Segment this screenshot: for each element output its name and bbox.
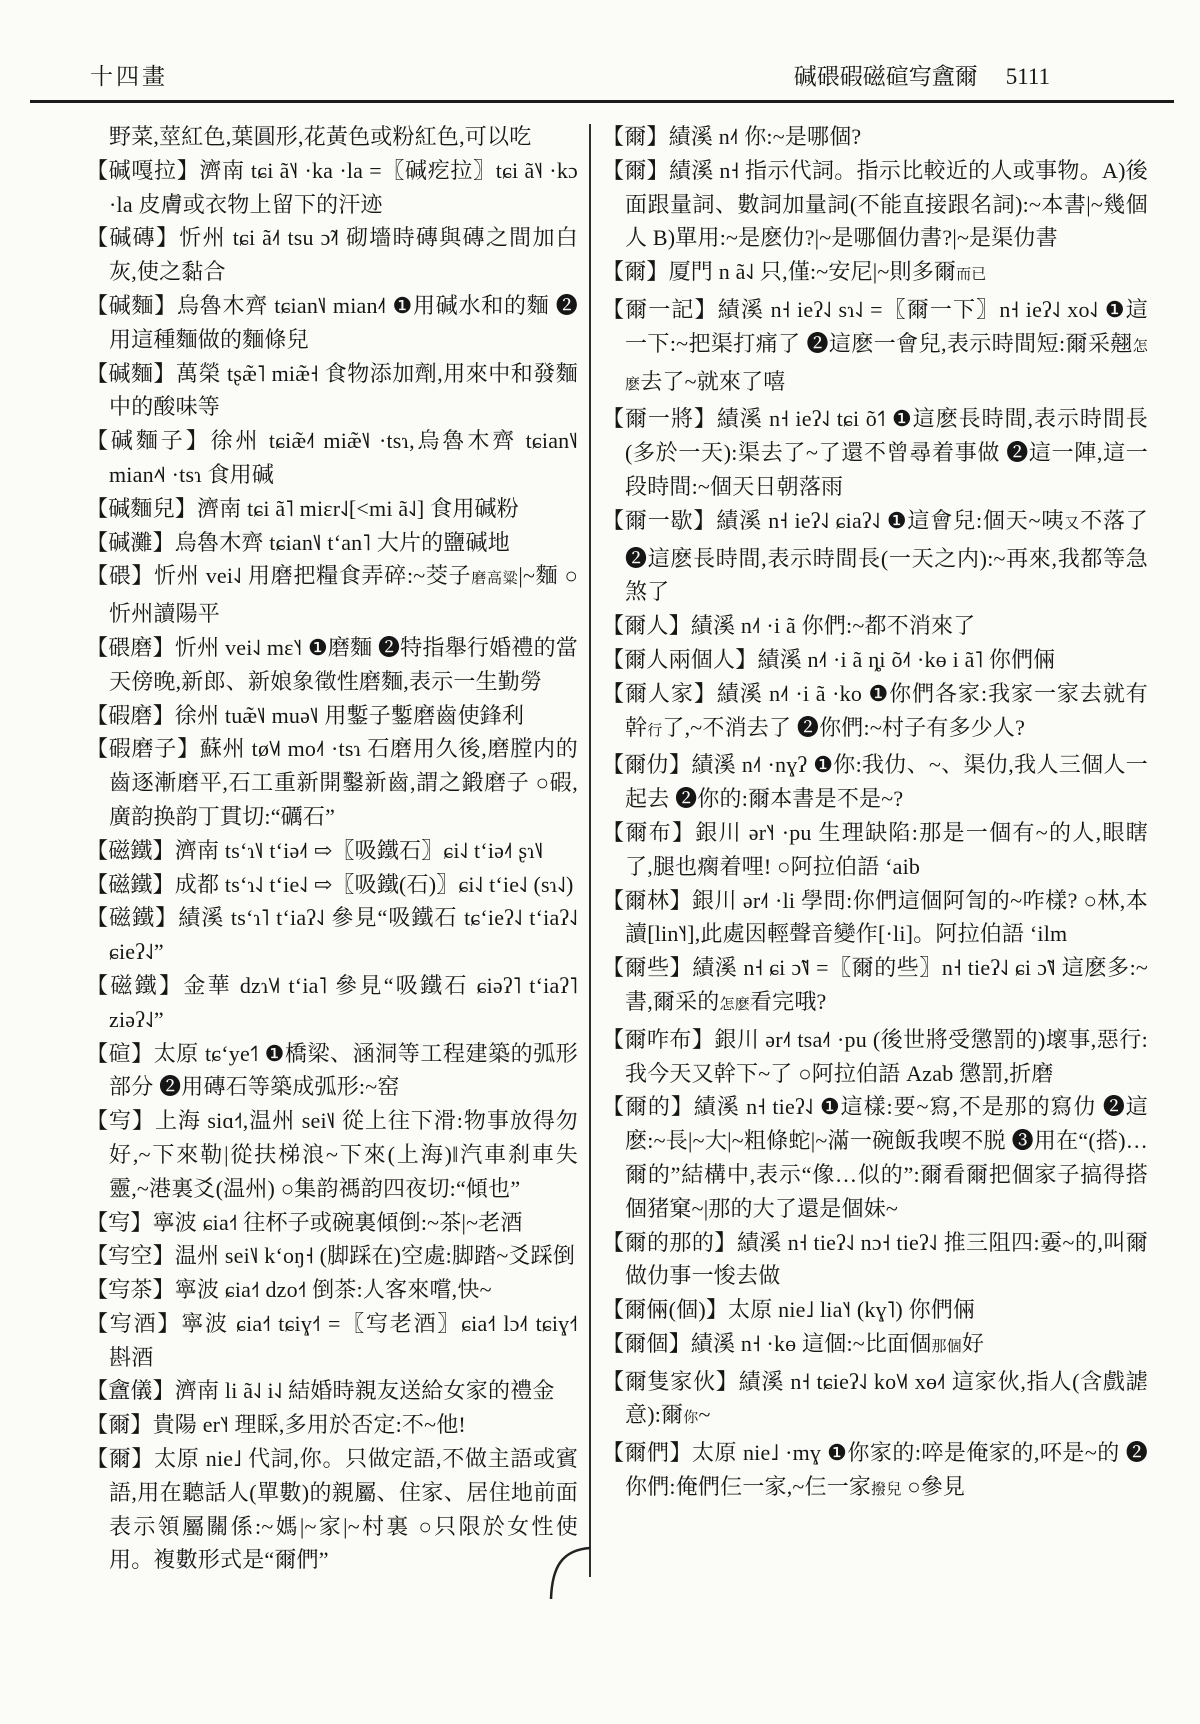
dictionary-entry	[86, 1239, 578, 1273]
dictionary-entry	[86, 1374, 578, 1408]
dictionary-entry	[602, 1090, 1148, 1225]
entry-text: 【㝍空】温州 sei˥˩ kʻoŋ˧ (脚踩在)空處:脚踏~爻踩倒	[86, 1243, 576, 1269]
entry-text: 了,~不消去了 ❷你們:~村子有多少人?	[662, 714, 1026, 740]
entry-text: 【爾】貴陽 er˥˧ 理睬,多用於否定:不~他!	[86, 1412, 466, 1438]
dictionary-entry	[86, 221, 578, 289]
entry-text: 【碱麵子】徐州 tɕiæ̃˨˦ miæ̃˥˩ ·tsɿ,烏魯木齊 tɕian˥˩ mian˨˦˨ ·tsɿ 食用碱	[86, 428, 578, 487]
dictionary-entry	[602, 1293, 1148, 1327]
entry-text: |~麵 ○忻州讀陽平	[109, 563, 578, 627]
dictionary-entry	[602, 816, 1148, 884]
entry-text: 【爾們】太原 nie˩ ·mɣ ❶你家的:啐是俺家的,吥是~的 ❷你們:俺們仨一家,~仨一家	[602, 1440, 1148, 1500]
entry-text: 去了~就來了嘻	[640, 368, 786, 394]
dictionary-entry	[602, 677, 1148, 749]
entry-text: 【爾咋布】銀川 ər˨˦ tsa˨˦ ·pu (後世將受懲罰的)壞事,惡行:我今天又幹下~了 ○阿拉伯語 Azab 懲罰,折磨	[602, 1026, 1148, 1086]
entry-text: 【爾布】銀川 ər˥˧ ·pu 生理缺陷:那是一個有~的人,眼瞎了,腿也瘸着哩! ○阿拉伯語 ʻaib	[602, 819, 1148, 879]
entry-text: 【碨】忻州 vei˨˩ 用磨把糧食弄碎:~茭子	[86, 563, 472, 589]
dictionary-entry	[86, 1408, 578, 1442]
dictionary-entry	[86, 424, 578, 492]
entry-text: 不落了 ❷這麽長時間,表示時間長(一天之内):~再來,我都等急煞了	[625, 507, 1148, 605]
dictionary-entry	[602, 293, 1148, 402]
entry-text: ~	[698, 1402, 711, 1428]
dictionary-entry	[86, 526, 578, 560]
entry-text: 好	[961, 1330, 985, 1356]
entry-text: 【磁鐵】金華 dzɿ˥˩˦ tʻia˥ 參見“吸鐵石 ɕiəʔ˥ tʻiaʔ˥ ziəʔ˨˩”	[86, 972, 578, 1032]
dictionary-entry	[86, 1442, 578, 1577]
entry-text: 【碹】太原 tɕʻye˦˥ ❶橋梁、涵洞等工程建築的弧形部分 ❷用磚石等築成弧形:~窑	[86, 1040, 578, 1100]
right-column	[602, 120, 1148, 1508]
dictionary-entry	[602, 1023, 1148, 1091]
entry-text: 【爾的那的】績溪 n˧ tieʔ˨˩ nɔ˧ tieʔ˨˩ 推三阻四:嫑~的,叫爾做仂事一悛去做	[602, 1229, 1148, 1289]
column-divider	[589, 124, 591, 1577]
entry-text: 【磁鐵】成都 tsʻɿ˨˩ tʻie˨˩ ⇨〖吸鐵(石)〗ɕi˨˩ tʻie˨˩ (sɿ˨˩)	[86, 871, 574, 897]
dictionary-entry	[86, 357, 578, 425]
dictionary-entry	[86, 492, 578, 526]
entry-text: 野菜,莖紅色,葉圓形,花黃色或粉紅色,可以吃	[109, 124, 532, 149]
entry-text: ○參見	[901, 1474, 966, 1500]
entry-text: 【碱麵】烏魯木齊 tɕian˥˩ mian˨˦ ❶用碱水和的麵 ❷用這種麵做的麵條兒	[86, 292, 578, 352]
entry-text: 【㝍】寧波 ɕia˧˦ 往杯子或碗裏傾倒:~茶|~老酒	[86, 1209, 523, 1235]
left-column	[86, 120, 578, 1577]
entry-text: 【爾】績溪 n˨˦ 你:~是哪個?	[602, 124, 862, 149]
dictionary-entry	[602, 120, 1148, 154]
dictionary-entry	[86, 1104, 578, 1205]
entry-text: 【爾林】銀川 ər˨˦ ·li 學問:你們這個阿訇的~咋樣? ○林,本讀[lin˥˧],此處因輕聲音變作[·li]。阿拉伯語 ʻilm	[602, 887, 1148, 947]
dictionary-entry	[86, 289, 578, 357]
gloss-annotation: 行	[647, 722, 663, 739]
entry-text: 【爾】績溪 n˧ 指示代詞。指示比較近的人或事物。A)後面跟量詞、數詞加量詞(不能直接跟名詞):~本書|~幾個人 B)單用:~是麽仂?|~是哪個仂書?|~是渠仂書	[602, 157, 1148, 251]
dictionary-entry	[86, 631, 578, 699]
entry-text: 【爾隻家伙】績溪 n˧ tɕieʔ˨˩ ko˥˩˦ xɵ˨˦ 這家伙,指人(含戲謔意):爾	[602, 1368, 1148, 1428]
gloss-annotation: 撥兒	[871, 1482, 902, 1499]
header-rule	[30, 100, 1174, 103]
dictionary-entry	[86, 154, 578, 222]
dictionary-entry	[602, 609, 1148, 643]
dictionary-entry	[86, 1037, 578, 1105]
dictionary-entry	[602, 748, 1148, 816]
gloss-annotation: 而已	[956, 267, 987, 284]
entry-text: 【碱嘎拉】濟南 tɕi ã˥˨ ·ka ·la =〖碱疙拉〗tɕi ã˥˨ ·kɔ ·la 皮膚或衣物上留下的汗迹	[86, 157, 578, 217]
dictionary-entry	[602, 1226, 1148, 1294]
dictionary-entry	[602, 1327, 1148, 1365]
dictionary-entry	[602, 884, 1148, 952]
entry-text: 【爾一歇】績溪 n˧ ieʔ˨˩ ɕiaʔ˨˩ ❶這會兒:個天~咦	[602, 507, 1065, 533]
entry-text: 【爾個】績溪 n˧ ·kɵ 這個:~比面個	[602, 1330, 932, 1356]
page-number: 5111	[1005, 64, 1050, 89]
dictionary-entry	[602, 1365, 1148, 1437]
entry-text: 【㝍酒】寧波 ɕia˧˦ tɕiɣ˧˦ =〖㝍老酒〗ɕia˧˦ lɔ˨˦ tɕiɣ˧˦ 斟酒	[86, 1310, 578, 1370]
dictionary-entry	[602, 951, 1148, 1023]
entry-text: 【㝍茶】寧波 ɕia˧˦ dzo˧˦ 倒茶:人客來嚐,快~	[86, 1277, 492, 1303]
gloss-annotation: 磨高粱	[471, 571, 519, 588]
entry-text: 【爾一記】績溪 n˧ ieʔ˨˩ sɿ˨˩ =〖爾一下〗n˧ ieʔ˨˩ xo˨˩ ❶這一下:~把渠打痛了 ❷這麽一會兒,表示時間短:爾采翹	[602, 296, 1148, 356]
entry-text: 【碨磨】忻州 vei˨˩ mɛ˥˧ ❶磨麵 ❷特指舉行婚禮的當天傍晚,新郎、新娘象徵性磨麵,表示一生勤勞	[86, 634, 578, 694]
entry-text: 【碬磨子】蘇州 tø˥˩˦ mo˨˦ ·tsɿ 石磨用久後,磨膛内的齒逐漸磨平,石工重新開鑿新齒,謂之鍛磨子 ○碬,廣韵换韵丁貫切:“礪石”	[86, 736, 578, 829]
entry-text: 【爾人家】績溪 n˨˦ ·i ã ·ko ❶你們各家:我家一家去就有幹	[602, 680, 1148, 740]
entry-text: 【磁鐵】濟南 tsʻɿ˥˩ tʻiə˨˦ ⇨〖吸鐵石〗ɕi˨˩ tʻiə˨˦ ʂɿ˥˩	[86, 837, 544, 863]
gloss-annotation: 怎麽	[625, 338, 1148, 393]
entry-text: 【爾倆(個)】太原 nie˩ lia˥˧ (kɣ˥) 你們倆	[602, 1297, 976, 1323]
gloss-annotation: 又	[1064, 515, 1081, 532]
dictionary-entry	[602, 643, 1148, 677]
running-head	[794, 58, 1050, 91]
gloss-annotation: 那個	[931, 1338, 962, 1355]
dictionary-entry	[602, 255, 1148, 293]
dictionary-entry	[86, 969, 578, 1037]
entry-text: 【碱麵兒】濟南 tɕi ã˥ miɛr˨˩[<mi ã˨˩] 食用碱粉	[86, 495, 519, 521]
entry-text: 【爾】厦門 n ã˨˩ 只,僅:~安尼|~則多爾	[602, 259, 957, 285]
dictionary-entry	[602, 504, 1148, 609]
dictionary-entry	[86, 559, 578, 631]
entry-text: 【盦儀】濟南 li ã˨˩ i˨˩ 結婚時親友送給女家的禮金	[86, 1378, 555, 1404]
entry-text: 【爾些】績溪 n˧ ɕi ɔ̃˥˩ =〖爾的些〗n˧ tieʔ˨˩ ɕi ɔ̃˥˩ 這麽多:~書,爾采的	[602, 955, 1148, 1014]
dictionary-entry	[86, 834, 578, 868]
entry-text: 【爾】太原 nie˩ 代詞,你。只做定語,不做主語或賓語,用在聽話人(單數)的親屬、住家、居住地前面表示領屬關係:~媽|~家|~村裏 ○只限於女性使用。複數形式是“爾們”	[86, 1446, 578, 1573]
entry-text: 看完哦?	[749, 988, 827, 1014]
gloss-annotation: 你	[683, 1410, 699, 1427]
stray-mark	[548, 1545, 594, 1608]
entry-text: 【磁鐵】績溪 tsʻɿ˥ tʻiaʔ˨˩ 參見“吸鐵石 tɕʻieʔ˨˩ tʻiaʔ˨˩ ɕieʔ˨˩”	[86, 905, 578, 965]
dictionary-entry	[86, 120, 578, 154]
header-headwords: 碱碨碬磁碹㝍盦爾	[793, 64, 978, 89]
dictionary-entry	[86, 1273, 578, 1307]
dictionary-entry	[602, 154, 1148, 255]
gloss-annotation: 怎麽	[719, 996, 750, 1013]
entry-text: 【碱麵】萬榮 tʂæ̃˥ miæ̃˧ 食物添加劑,用來中和發麵中的酸味等	[86, 360, 578, 420]
dictionary-entry	[602, 1436, 1148, 1508]
entry-text: 【爾人兩個人】績溪 n˨˦ ·i ã ȵi õ˨˦ ·kɵ i ã˥ 你們倆	[602, 646, 1056, 672]
entry-text: 【碬磨】徐州 tuæ̃˥˩ muə˥˩ 用鏨子鏨磨齒使鋒利	[86, 702, 525, 728]
dictionary-body	[86, 120, 1148, 1577]
entry-text: 【㝍】上海 siɑ˧˦,温州 sei˥˩ 從上往下滑:物事放得勿好,~下來勒|從扶梯浪~下來(上海)‖汽車刹車失靈,~港裏爻(温州) ○集韵禡韵四夜切:“傾也”	[86, 1108, 578, 1201]
dictionary-entry	[86, 732, 578, 833]
entry-text: 【爾的】績溪 n˧ tieʔ˨˩ ❶這樣:要~寫,不是那的寫仂 ❷這麽:~長|~大|~粗條蛇|~滿一碗飯我喫不脱 ❸用在“(搭)…爾的”結構中,表示“像…似的”:爾看爾把個家子搞得搭個猪窠~|那的大了還是個妹~	[602, 1094, 1148, 1221]
dictionary-entry	[86, 1307, 578, 1375]
dictionary-entry	[86, 901, 578, 969]
entry-text: 【碱灘】烏魯木齊 tɕian˥˩ tʻan˥ 大片的鹽碱地	[86, 529, 510, 555]
entry-text: 【爾人】績溪 n˨˦ ·i ã 你們:~都不消來了	[602, 613, 976, 639]
dictionary-entry	[86, 699, 578, 733]
header-stroke-count: 十四畫	[90, 64, 168, 89]
dictionary-entry	[86, 1206, 578, 1240]
dictionary-entry	[86, 868, 578, 902]
entry-text: 【碱磚】忻州 tɕi ã˨˦ tsu ɔ̃˨˦ 砌墻時磚與磚之間加白灰,使之黏合	[86, 225, 578, 285]
dictionary-entry	[602, 402, 1148, 503]
entry-text: 【爾一將】績溪 n˧ ieʔ˨˩ tɕi õ˦˥ ❶這麽長時間,表示時間長(多於一天):渠去了~了還不曾尋着事做 ❷這一陣,這一段時間:~個天日朝落雨	[602, 406, 1148, 499]
entry-text: 【爾仂】績溪 n˨˦ ·nɣʔ ❶你:我仂、~、渠仂,我人三個人一起去 ❷你的:爾本書是不是~?	[602, 752, 1148, 812]
